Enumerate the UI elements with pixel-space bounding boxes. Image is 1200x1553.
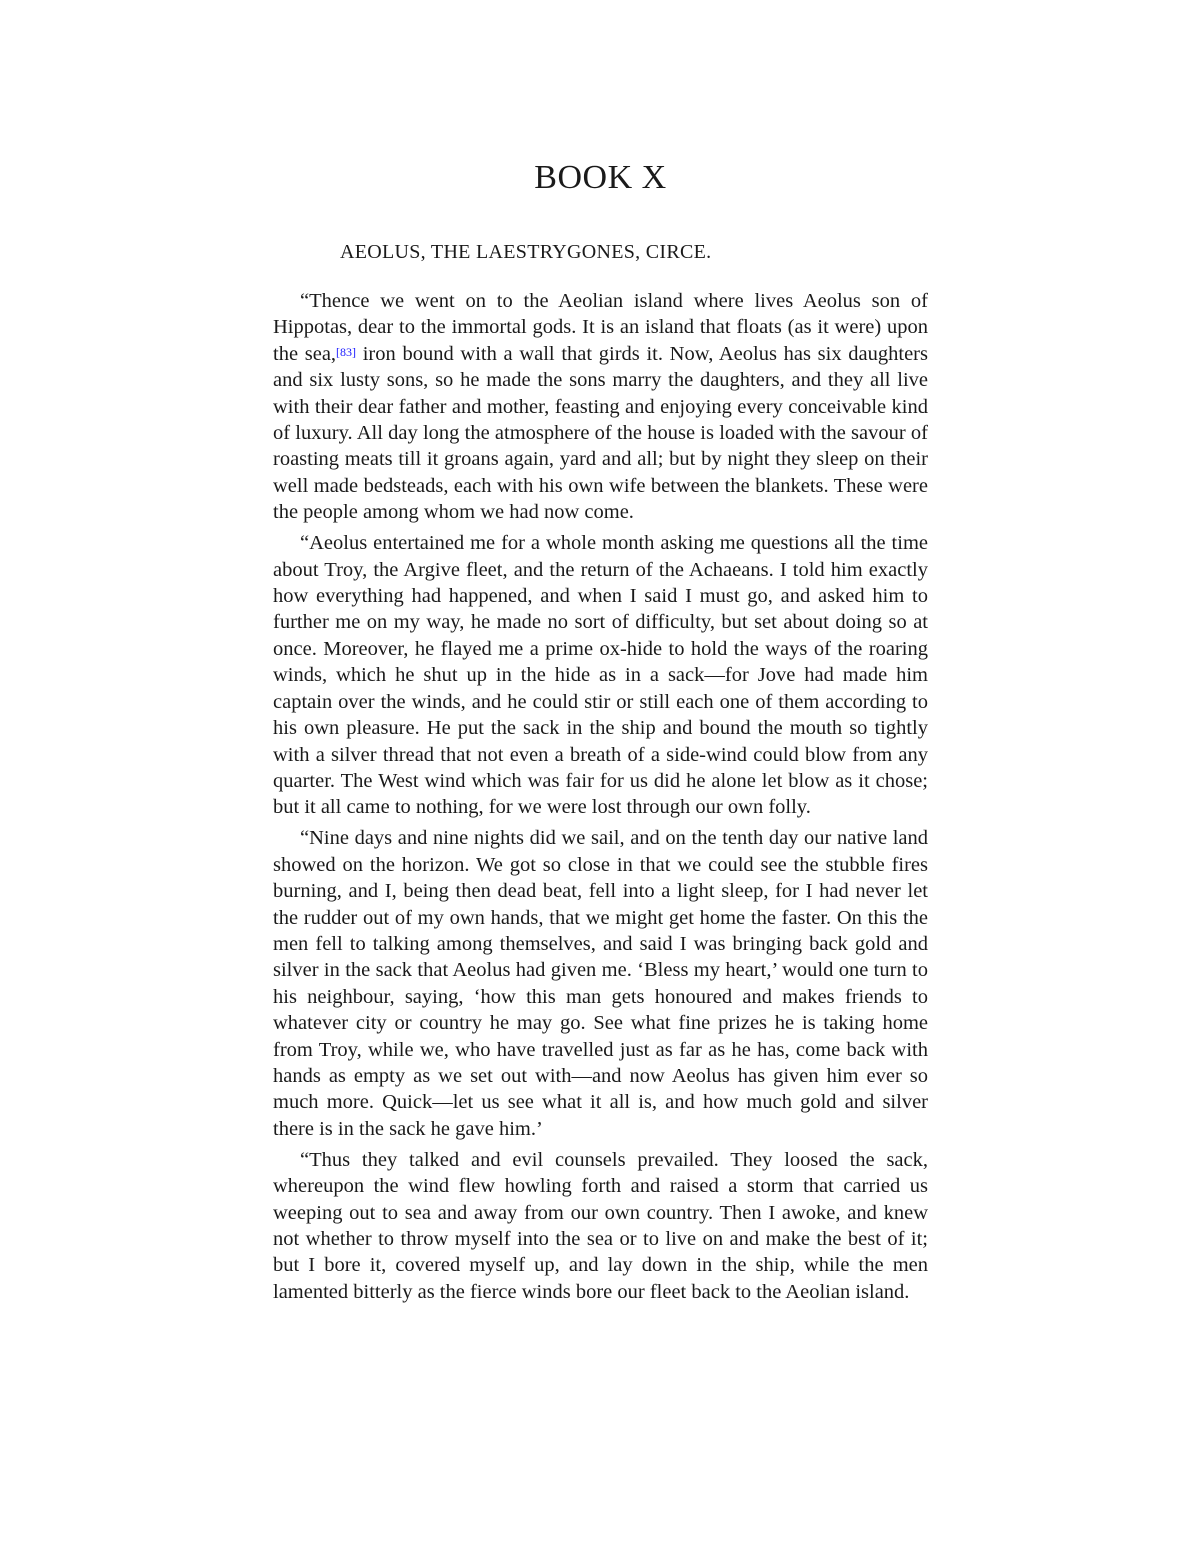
paragraph-2: “Aeolus entertained me for a whole month asking me questions all the time about Troy, the Argive fleet, and the return of the Achaeans. I told him exactly how everything had happened, and when I said I must go, and asked him to further me on my way, he made no sort of difficulty, but set about doing so at once. Moreover, he flayed me a prime ox-hide to hold the ways of the roaring winds, which he shut up in the hide as in a sack—for Jove had made him captain over the winds, and he could stir or still each one of them according to his own pleasure. He put the sack in the ship and bound the mouth so tightly with a silver thread that not even a breath of a side-wind could blow from any quarter. The West wind which was fair for us did he alone let blow as it chose; but it all came to nothing, for we were lost through our own folly. [273,532,928,819]
paragraph-4: “Thus they talked and evil counsels prevailed. They loosed the sack, whereupon the wind flew howling forth and raised a storm that carried us weeping out to sea and away from our own country. Then I awoke, and knew not whether to throw myself into the sea or to live on and make the best of it; but I bore it, covered myself up, and lay down in the ship, while the men lamented bitterly as the fierce winds bore our fleet back to the Aeolian island. [273,1148,928,1303]
page-content [273,150,928,1305]
paragraph-1 [273,288,928,526]
paragraph-3: “Nine days and nine nights did we sail, and on the tenth day our native land showed on the horizon. We got so close in that we could see the stubble fires burning, and I, being then dead beat, fell into a light sleep, for I had never let the rudder out of my own hands, that we might get home the faster. On this the men fell to talking among themselves, and said I was bringing back gold and silver in the sack that Aeolus had given me. ‘Bless my heart,’ would one turn to his neighbour, saying, ‘how this man gets honoured and makes friends to whatever city or country he may go. See what fine prizes he is taking home from Troy, while we, who have travelled just as far as he has, come back with hands as empty as we set out with—and now Aeolus has given him ever so much more. Quick—let us see what it all is, and how much gold and silver there is in the sack he gave him.’ [273,827,928,1140]
chapter-subtitle: AEOLUS, THE LAESTRYGONES, CIRCE. [340,241,712,263]
footnote-link-83[interactable]: [83] [336,344,357,359]
paragraph-1-text-start: “Thence we went on to the Aeolian island where lives Aeolus son of Hippotas, dear to the immortal gods. It is an island that floats (as it were) upon the sea, [273,290,928,365]
paragraph-1-text-end: iron bound with a wall that girds it. Now, Aeolus has six daughters and six lusty sons, so he made the sons marry the daughters, and they all live with their dear father and mother, feasting and enjoying every conceivable kind of luxury. All day long the atmosphere of the house is loaded with the savour of roasting meats till it groans again, yard and all; but by night they sleep on their well made bedsteads, each with his own wife between the blankets. These were the people among whom we had now come. [273,342,928,524]
book-title: BOOK X [534,159,667,196]
